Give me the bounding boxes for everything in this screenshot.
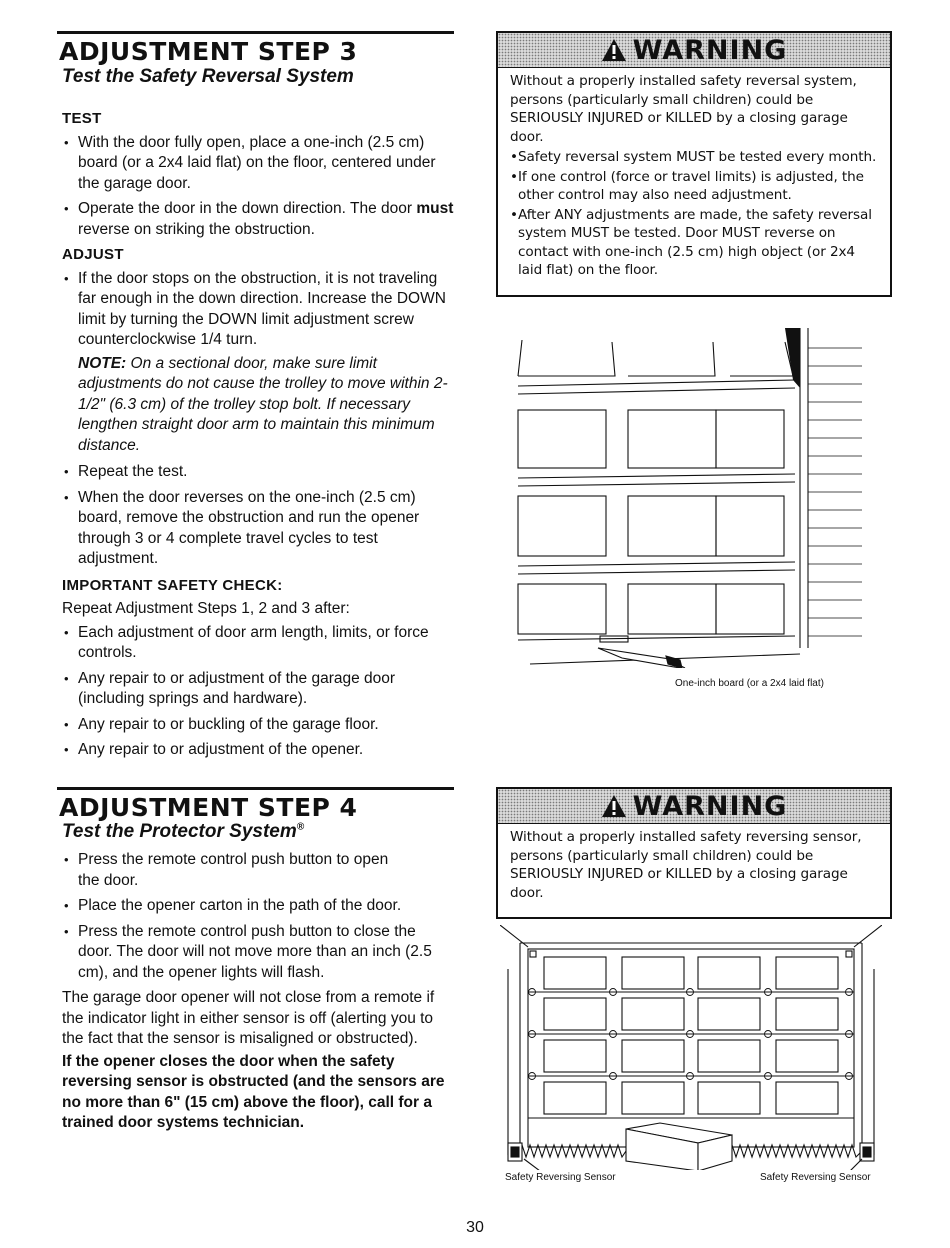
list-item: • If one control (force or travel limits) is adjusted, the other control may also need adjustment. [510, 168, 880, 205]
step4-subtitle: Test the Protector System® [62, 821, 305, 842]
safety-check-list [62, 623, 454, 761]
list-item: • Repeat the test. [62, 462, 454, 483]
safety-check-intro: Repeat Adjustment Steps 1, 2 and 3 after: [62, 600, 350, 617]
step3-subtitle: Test the Safety Reversal System [62, 66, 354, 87]
list-item: • Each adjustment of door arm length, limits, or force controls. [62, 623, 454, 664]
safety-check-heading: IMPORTANT SAFETY CHECK: [62, 576, 283, 594]
warning-body [498, 68, 890, 287]
step4-body [62, 850, 454, 1137]
step3-title: ADJUSTMENT STEP 3 [59, 37, 358, 66]
test-list [62, 133, 454, 241]
list-item: • After ANY adjustments are made, the safety reversal system MUST be tested. Door MUST reverse on contact with one-inch (2.5 cm) high object (or 2x4 laid flat) on the floor. [510, 206, 880, 280]
list-item: • If the door stops on the obstruction, it is not traveling far enough in the down direction. Increase the DOWN limit by turning the DOWN limit adjustment screw counterclockwise 1/4 turn. [62, 269, 454, 351]
technician-warning-paragraph: If the opener closes the door when the safety reversing sensor is obstructed (and the sensors are no more than 6" (15 cm) above the floor), call for a trained door systems technician. [62, 1052, 445, 1131]
list-item: • Safety reversal system MUST be tested every month. [510, 148, 880, 167]
warning-label: WARNING [632, 34, 788, 66]
list-item: • Any repair to or adjustment of the opener. [62, 740, 454, 761]
warning-header [498, 33, 890, 68]
step4-title: ADJUSTMENT STEP 4 [59, 793, 358, 822]
list-item: • Operate the door in the down direction. The door must reverse on striking the obstruction. [62, 199, 454, 240]
warning-label: WARNING [632, 790, 788, 822]
list-item: • Place the opener carton in the path of the door. [62, 896, 454, 917]
list-item: • With the door fully open, place a one-inch (2.5 cm) board (or a 2x4 laid flat) on the floor, centered under the garage door. [62, 133, 454, 195]
note: NOTE: On a sectional door, make sure limit adjustments do not cause the trolley to move within 2-1/2" (6.3 cm) of the trolley stop bolt. If necessary lengthen straight door arm to maintain this minimum distance. [78, 354, 448, 454]
warning-box-2 [496, 787, 892, 919]
sensor-info-paragraph: The garage door opener will not close from a remote if the indicator light in either sensor is off (alerting you to the fact that the sensor is misaligned or obstructed). [62, 989, 435, 1047]
step3-body [62, 109, 454, 766]
warning-header [498, 789, 890, 824]
figure2-caption-right: Safety Reversing Sensor [760, 1172, 871, 1183]
step3-rule [57, 31, 454, 34]
adjust-list [62, 269, 454, 351]
adjust-heading: ADJUST [62, 246, 124, 263]
protector-system-illustration [500, 925, 882, 1170]
list-item: • Press the remote control push button to close the door. The door will not move more than an inch (2.5 cm), and the opener lights will flash. [62, 922, 454, 984]
list-item: • Press the remote control push button to open the door. [62, 850, 454, 891]
warning-intro: Without a properly installed safety reversing sensor, persons (particularly small children) could be SERIOUSLY INJURED or KILLED by a closing garage door. [510, 829, 862, 901]
list-item: • Any repair to or adjustment of the garage door (including springs and hardware). [62, 669, 454, 710]
step4-list [62, 850, 454, 983]
step4-rule [57, 787, 454, 790]
list-item: • When the door reverses on the one-inch (2.5 cm) board, remove the obstruction and run the opener through 3 or 4 complete travel cycles to test adjustment. [62, 488, 454, 570]
list-item: • Any repair to or buckling of the garage floor. [62, 715, 454, 736]
door-reversal-illustration [500, 318, 880, 668]
figure1-caption: One-inch board (or a 2x4 laid flat) [675, 678, 824, 689]
warning-triangle-icon [601, 38, 627, 62]
adjust-list-2 [62, 462, 454, 570]
warning-intro: Without a properly installed safety reversal system, persons (particularly small children) could be SERIOUSLY INJURED or KILLED by a closing garage door. [510, 73, 857, 145]
test-heading: TEST [62, 110, 102, 127]
warning-body [498, 824, 890, 908]
warning-triangle-icon [601, 794, 627, 818]
warning-box-1 [496, 31, 892, 297]
warning-list [510, 148, 880, 280]
figure2-caption-left: Safety Reversing Sensor [505, 1172, 616, 1183]
page-number: 30 [466, 1219, 484, 1236]
